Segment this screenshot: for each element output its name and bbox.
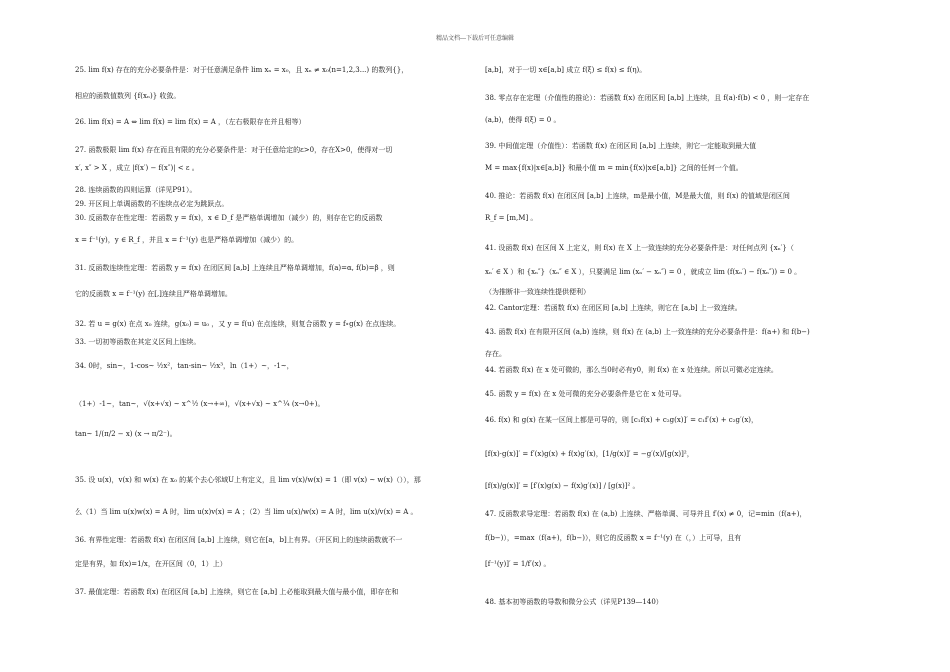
theorem-line: 它的反函数 x = f⁻¹(y) 在[,]连续且严格单调增加。 <box>75 290 232 298</box>
theorem-line: （为推断非一致连续性提供便利） <box>485 288 590 296</box>
theorem-line: 40. 推论：若函数 f(x) 在闭区间 [a,b] 上连续，m是最小值，M是最大值，则 f(x) 的值域是闭区间 <box>485 192 790 200</box>
theorem-line: 28. 连续函数的四则运算（详见P91）。 <box>75 186 197 194</box>
theorem-line: 42. Cantor定理：若函数 f(x) 在闭区间 [a,b] 上连续，则它在 [a,b] 上一致连续。 <box>485 304 742 312</box>
theorem-line: (a,b)，使得 f(ξ) = 0 。 <box>485 116 561 124</box>
theorem-line: 么（1）当 lim u(x)w(x) = A 时，lim u(x)v(x) = A ；（2）当 lim u(x)/w(x) = A 时，lim u(x)/v(x) = A 。 <box>75 508 418 516</box>
theorem-line: 44. 若函数 f(x) 在 x 处可微的，那么当0时必有y0，则 f(x) 在 x 处连续。所以可微必定连续。 <box>485 366 778 374</box>
theorem-line: 43. 函数 f(x) 在有限开区间 (a,b) 连续，则 f(x) 在 (a,b) 上一致连续的充分必要条件是：f(a+) 和 f(b−) <box>485 328 810 336</box>
theorem-line: 48. 基本初等函数的导数和微分公式（详见P139—140） <box>485 598 663 606</box>
theorem-line: 相应的函数值数列 {f(xₙ)} 收敛。 <box>75 92 181 100</box>
theorem-line: [a,b]，对于一切 x∈[a,b] 成立 f(ξ) ≤ f(x) ≤ f(η)。 <box>485 66 647 74</box>
theorem-line: xₙ′ ∈ X ）和 {xₙ″}（xₙ″ ∈ X ），只要满足 lim (xₙ′ − xₙ″) = 0 ，就成立 lim (f(xₙ′) − f(xₙ″)) = 0 。 <box>485 268 802 276</box>
theorem-line: 33. 一切初等函数在其定义区间上连续。 <box>75 338 201 346</box>
theorem-line: M = max{f(x)|x∈[a,b]} 和最小值 m = min{f(x)|x∈[a,b]} 之间的任何一个值。 <box>485 164 743 172</box>
theorem-line: 29. 开区间上单调函数的不连续点必定为跳跃点。 <box>75 200 229 208</box>
theorem-line: tan~ 1/(π/2 − x) (x → π/2⁻)。 <box>75 430 177 438</box>
theorem-line: f(b−)），=max（f(a+)，f(b−)），则它的反函数 x = f⁻¹(y) 在（，）上可导，且有 <box>485 534 742 542</box>
theorem-line: 37. 最值定理：若函数 f(x) 在闭区间 [a,b] 上连续，则它在 [a,b] 上必能取到最大值与最小值，即存在和 <box>75 588 399 596</box>
theorem-line: [f(x)·g(x)]′ = f′(x)g(x) + f(x)g′(x)，[1/g(x)]′ = −g′(x)/[g(x)]²， <box>485 450 694 458</box>
theorem-line: 26. lim f(x) = A ⇔ lim f(x) = lim f(x) = A ，（左右极限存在并且相等） <box>75 118 306 126</box>
theorem-line: 34. 0时，sin~，1-cos~ ½x²，tan-sin~ ½x³，ln（1+）~，-1~， <box>75 362 294 370</box>
theorem-line: 47. 反函数求导定理：若函数 f(x) 在 (a,b) 上连续、严格单调、可导并且 f′(x) ≠ 0，记=min（f(a+)， <box>485 510 807 518</box>
page-header: 精品文档---下载后可任意编辑 <box>435 35 515 42</box>
theorem-line: 41. 设函数 f(x) 在区间 X 上定义，则 f(x) 在 X 上一致连续的充分必要条件是：对任何点列 {xₙ′}（ <box>485 244 794 252</box>
theorem-line: 30. 反函数存在性定理：若函数 y = f(x)，x ∈ D_f 是严格单调增加（减少）的，则存在它的反函数 <box>75 214 383 222</box>
theorem-line: 45. 函数 y = f(x) 在 x 处可微的充分必要条件是它在 x 处可导。 <box>485 390 686 398</box>
theorem-line: [f⁻¹(y)]′ = 1/f′(x) 。 <box>485 560 551 568</box>
theorem-line: （1+）-1~，tan~，√(x+√x) ~ x^½ (x→+∞)，√(x+√x) ~ x^¼ (x→0+)。 <box>75 400 325 408</box>
theorem-line: 定是有界，如 f(x)=1/x，在开区间（0，1）上） <box>75 560 227 568</box>
theorem-line: 39. 中间值定理（介值性）：若函数 f(x) 在闭区间 [a,b] 上连续，则它一定能取到最大值 <box>485 142 757 150</box>
theorem-line: 46. f(x) 和 g(x) 在某一区间上都是可导的，则 [c₁f(x) + c₂g(x)]′ = c₁f′(x) + c₂g′(x)， <box>485 416 759 424</box>
theorem-line: 25. lim f(x) 存在的充分必要条件是：对于任意满足条件 lim xₙ = x₀，且 xₙ ≠ x₀(n=1,2,3...) 的数列{}， <box>75 66 409 74</box>
theorem-line: 存在。 <box>485 350 506 358</box>
theorem-line: x′, x″ > X ，成立 |f(x′) − f(x″)| < ε 。 <box>75 164 199 172</box>
theorem-line: 35. 设 u(x)，v(x) 和 w(x) 在 x₀ 的某个去心邻域U上有定义，且 lim v(x)/w(x) = 1（即 v(x) ~ w(x)（）），那 <box>75 476 421 484</box>
theorem-line: 31. 反函数连续性定理：若函数 y = f(x) 在闭区间 [a,b] 上连续且严格单调增加，f(a)=α, f(b)=β ，则 <box>75 264 395 272</box>
theorem-line: x = f⁻¹(y)，y ∈ R_f ，并且 x = f⁻¹(y) 也是严格单调增加（减少）的。 <box>75 236 299 244</box>
theorem-line: R_f = [m,M] 。 <box>485 214 538 222</box>
theorem-line: [f(x)/g(x)]′ = [f′(x)g(x) − f(x)g′(x)] / [g(x)]² 。 <box>485 482 640 490</box>
theorem-line: 27. 函数极限 lim f(x) 存在而且有限的充分必要条件是：对于任意给定的ε>0，存在X>0，使得对一切 <box>75 146 393 154</box>
theorem-line: 38. 零点存在定理（介值性的推论）：若函数 f(x) 在闭区间 [a,b] 上连续，且 f(a)·f(b) < 0 ，则一定存在 <box>485 94 810 102</box>
theorem-line: 36. 有界性定理：若函数 f(x) 在闭区间 [a,b] 上连续，则它在[a，b]上有界。（开区间上的连续函数就不一 <box>75 536 403 544</box>
theorem-line: 32. 若 u = g(x) 在点 x₀ 连续，g(x₀) = u₀ ，又 y = f(u) 在点连续，则复合函数 y = f∘g(x) 在点连续。 <box>75 320 401 328</box>
